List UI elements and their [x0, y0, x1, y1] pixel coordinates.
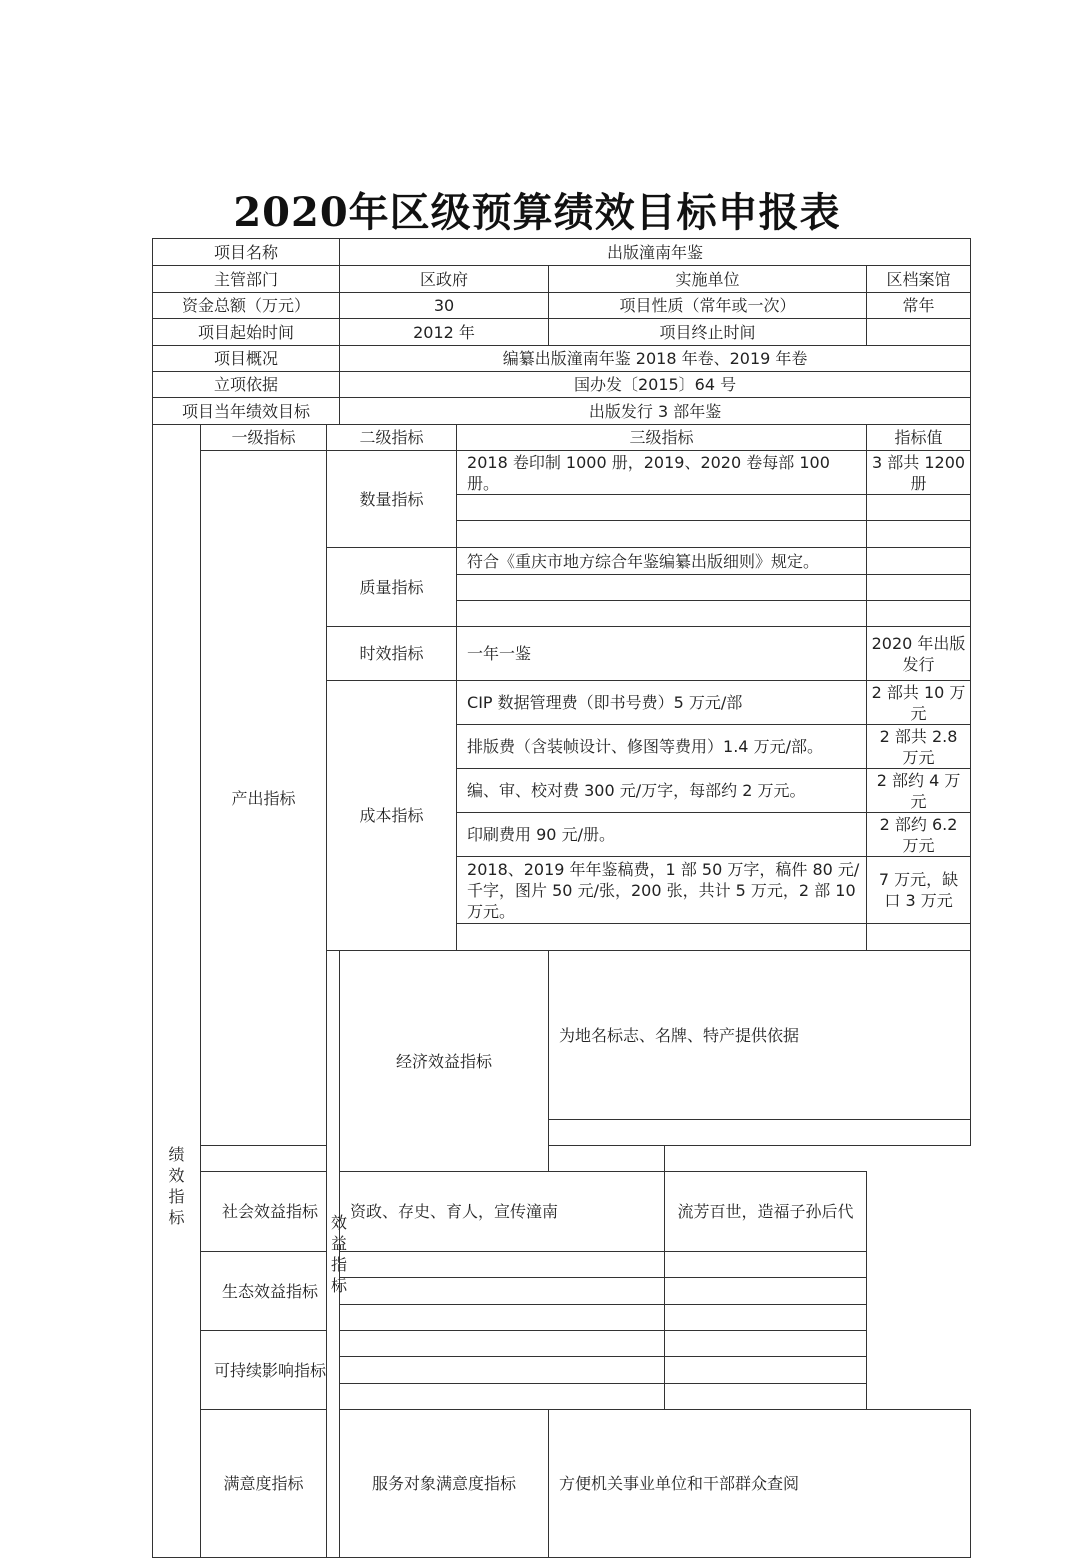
level1-benefit: 效益指标 [327, 951, 340, 1558]
table-row [153, 1172, 971, 1252]
project-name-value: 出版潼南年鉴 [340, 239, 971, 266]
start-label: 项目起始时间 [153, 319, 340, 346]
empty-cell [867, 575, 971, 601]
level2-quality: 质量指标 [327, 548, 457, 627]
empty-cell [457, 924, 867, 951]
level1-header: 一级指标 [201, 425, 327, 451]
empty-cell [201, 1146, 457, 1172]
social-row-1: 资政、存史、育人，宣传潼南 [340, 1172, 665, 1252]
cost-row-3: 编、审、校对费 300 元/万字，每部约 2 万元。 [457, 769, 867, 813]
project-name-label: 项目名称 [153, 239, 340, 266]
timeliness-row-1-value: 2020 年出版发行 [867, 627, 971, 681]
empty-cell [340, 1278, 665, 1305]
quantity-row-1: 2018 卷印制 1000 册，2019、2020 卷每部 100 册。 [457, 451, 867, 495]
empty-cell [340, 1331, 665, 1357]
empty-cell [867, 924, 971, 951]
level1-satisfaction: 满意度指标 [201, 1410, 327, 1558]
cost-row-1: CIP 数据管理费（即书号费）5 万元/部 [457, 681, 867, 725]
level2-ecological: 生态效益指标 [201, 1252, 340, 1331]
timeliness-row-1: 一年一鉴 [457, 627, 867, 681]
impl-label: 实施单位 [549, 266, 867, 293]
empty-cell [457, 521, 867, 548]
level2-header: 二级指标 [327, 425, 457, 451]
empty-cell [340, 1305, 665, 1331]
indicator-header-row [153, 425, 971, 451]
empty-cell [549, 1146, 665, 1172]
empty-cell [457, 601, 867, 627]
empty-cell [457, 575, 867, 601]
table-row [153, 1410, 971, 1558]
table-row [153, 1252, 971, 1278]
service-row-1: 方便机关事业单位和干部群众查阅 [549, 1410, 971, 1558]
quality-row-1: 符合《重庆市地方综合年鉴编纂出版细则》规定。 [457, 548, 867, 575]
cost-row-4: 印刷费用 90 元/册。 [457, 813, 867, 857]
budget-performance-table [152, 238, 971, 1558]
nature-label: 项目性质（常年或一次） [549, 293, 867, 319]
overview-value: 编纂出版潼南年鉴 2018 年卷、2019 年卷 [340, 346, 971, 372]
table-row [153, 1146, 971, 1172]
row-time [153, 319, 971, 346]
empty-cell [457, 495, 867, 521]
cost-row-1-value: 2 部共 10 万元 [867, 681, 971, 725]
quantity-row-1-value: 3 部共 1200 册 [867, 451, 971, 495]
perf-indicators-label [153, 425, 201, 1558]
level2-economic: 经济效益指标 [340, 951, 549, 1172]
cost-row-5: 2018、2019 年年鉴稿费，1 部 50 万字，稿件 80 元/千字，图片 50 元/张，200 张，共计 5 万元，2 部 10 万元。 [457, 857, 867, 924]
nature-value: 常年 [867, 293, 971, 319]
empty-cell [549, 1120, 971, 1146]
empty-cell [340, 1252, 665, 1278]
level2-cost: 成本指标 [327, 681, 457, 951]
level2-sustainable: 可持续影响指标 [201, 1331, 340, 1410]
level1-output: 产出指标 [201, 451, 327, 1146]
end-value [867, 319, 971, 346]
value-header: 指标值 [867, 425, 971, 451]
goal-label: 项目当年绩效目标 [153, 398, 340, 425]
empty-cell [665, 1357, 867, 1384]
empty-cell [665, 1252, 867, 1278]
table-row [153, 451, 971, 495]
cost-row-3-value: 2 部约 4 万元 [867, 769, 971, 813]
cost-row-2: 排版费（含装帧设计、修图等费用）1.4 万元/部。 [457, 725, 867, 769]
empty-cell [665, 1278, 867, 1305]
row-goal [153, 398, 971, 425]
empty-cell [867, 521, 971, 548]
empty-cell [665, 1384, 867, 1410]
fund-value: 30 [340, 293, 549, 319]
level2-timeliness: 时效指标 [327, 627, 457, 681]
goal-value: 出版发行 3 部年鉴 [340, 398, 971, 425]
overview-label: 项目概况 [153, 346, 340, 372]
impl-value: 区档案馆 [867, 266, 971, 293]
economic-row-1: 为地名标志、名牌、特产提供依据 [549, 951, 971, 1120]
dept-value: 区政府 [340, 266, 549, 293]
cost-row-4-value: 2 部约 6.2 万元 [867, 813, 971, 857]
row-overview [153, 346, 971, 372]
level2-social: 社会效益指标 [201, 1172, 340, 1252]
empty-cell [867, 548, 971, 575]
empty-cell [867, 495, 971, 521]
table-row [153, 1331, 971, 1357]
social-row-1-value: 流芳百世，造福子孙后代 [665, 1172, 867, 1252]
cost-row-2-value: 2 部共 2.8 万元 [867, 725, 971, 769]
empty-cell [340, 1384, 665, 1410]
basis-value: 国办发〔2015〕64 号 [340, 372, 971, 398]
dept-label: 主管部门 [153, 266, 340, 293]
empty-cell [665, 1305, 867, 1331]
perf-vertical-text: 绩 效 指 标 [168, 1145, 185, 1227]
empty-cell [867, 601, 971, 627]
row-basis [153, 372, 971, 398]
start-value: 2012 年 [340, 319, 549, 346]
level2-service: 服务对象满意度指标 [340, 1410, 549, 1558]
empty-cell [340, 1357, 665, 1384]
fund-label: 资金总额（万元） [153, 293, 340, 319]
level3-header: 三级指标 [457, 425, 867, 451]
row-fund [153, 293, 971, 319]
page-title: 2020年区级预算绩效目标申报表 [233, 189, 841, 236]
row-department [153, 266, 971, 293]
row-project-name [153, 239, 971, 266]
empty-cell [665, 1331, 867, 1357]
level2-quantity: 数量指标 [327, 451, 457, 548]
end-label: 项目终止时间 [549, 319, 867, 346]
basis-label: 立项依据 [153, 372, 340, 398]
cost-row-5-value: 7 万元，缺口 3 万元 [867, 857, 971, 924]
